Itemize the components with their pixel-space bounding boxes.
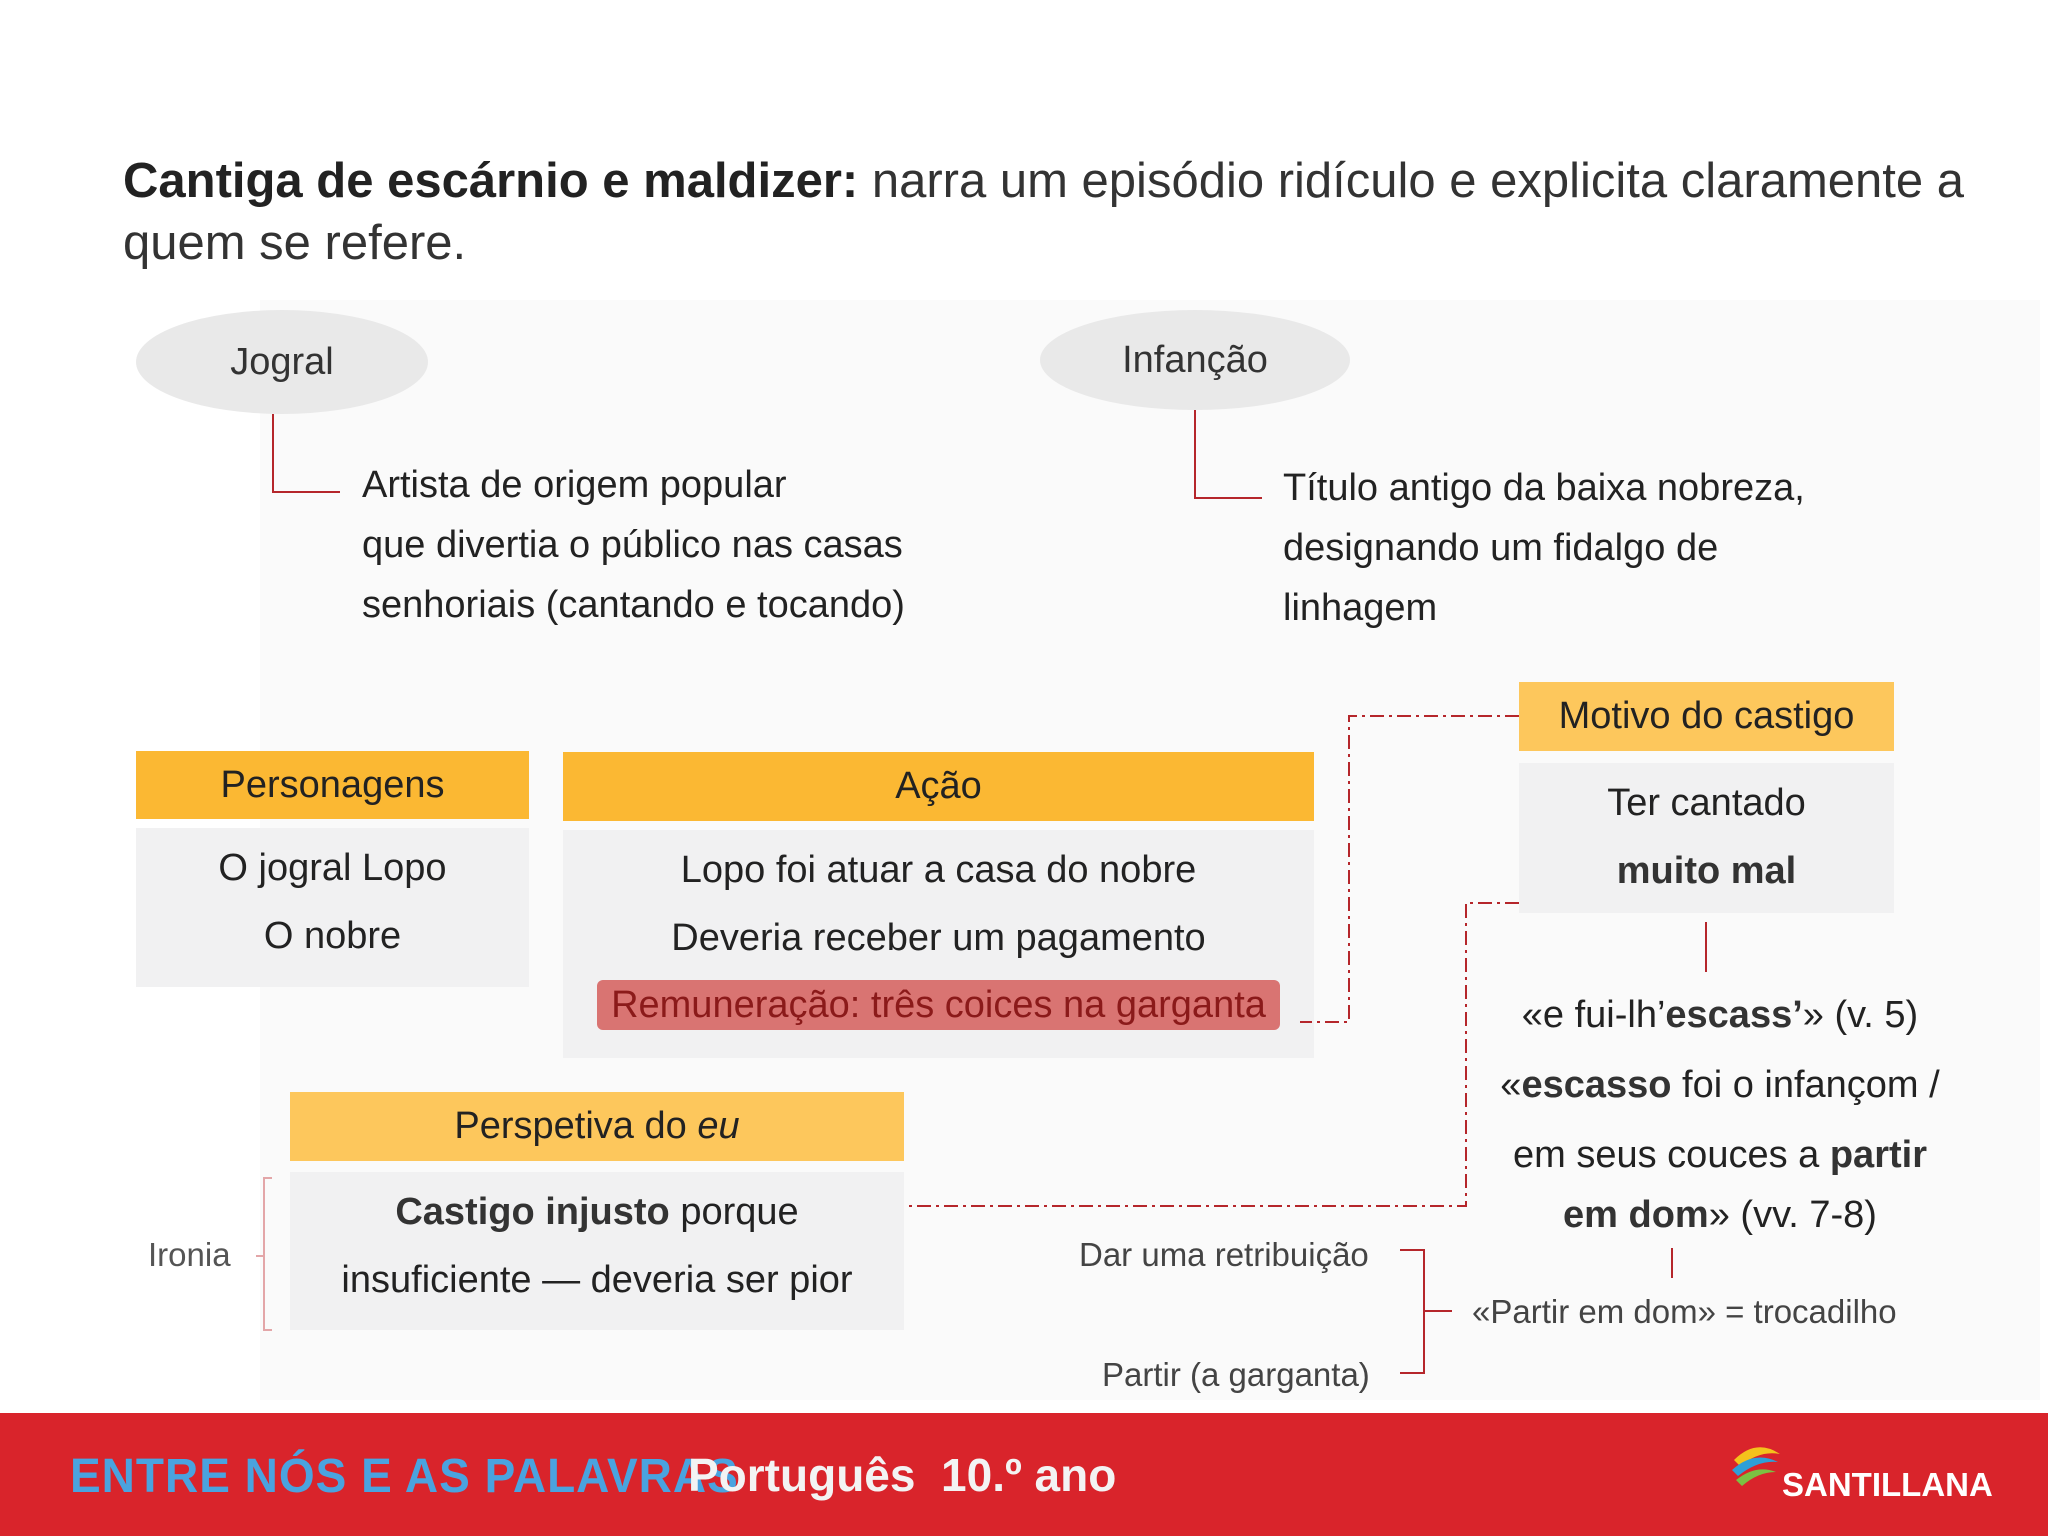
remuneracao-to-motivo-connector (1300, 716, 1519, 1022)
ironia-bracket (264, 1178, 272, 1330)
perspetiva-header-label: Perspetiva do (454, 1105, 698, 1147)
pun-sense-garganta: Partir (a garganta) (1102, 1356, 1370, 1393)
perspetiva-line2: insuficiente — deveria ser pior (341, 1259, 853, 1301)
infancao-description: Título antigo da baixa nobreza, designando um fidalgo de linhagem (1283, 467, 1805, 629)
trocadilho-label: «Partir em dom» = trocadilho (1472, 1293, 1897, 1330)
jogral-label: Jogral (230, 340, 334, 383)
motivo-header-label: Motivo do castigo (1558, 695, 1855, 737)
acao-item: Deveria receber um pagamento (671, 917, 1206, 959)
personagens-item: O nobre (263, 915, 402, 957)
perspetiva-header-eu: eu (697, 1105, 740, 1147)
quote-line: em dom» (vv. 7-8) (1563, 1194, 1877, 1236)
jogral-description: Artista de origem popular que divertia o público nas casas senhoriais (cantando e tocando) (362, 464, 905, 626)
motivo-line1: Ter cantado (1607, 782, 1806, 824)
perspetiva-to-motivo-connector (904, 903, 1519, 1206)
quote-line: «escasso foi o infançom / (1500, 1064, 1940, 1106)
quote-line: «e fui-lh’escass’» (v. 5) (1521, 994, 1919, 1036)
santillana-logo-icon (1730, 1440, 1782, 1492)
personagens-header-label: Personagens (220, 763, 445, 806)
perspetiva-line1-rest: porque (669, 1191, 799, 1233)
quote-line: em seus couces a partir (1513, 1134, 1927, 1176)
ironia-label: Ironia (148, 1236, 231, 1273)
jogral-connector (273, 414, 340, 492)
personagens-item: O jogral Lopo (218, 847, 447, 889)
pun-bracket (1400, 1250, 1424, 1373)
footer-brand: ENTRE NÓS E AS PALAVRAS (70, 1447, 739, 1503)
perspetiva-bold: Castigo injusto (395, 1191, 670, 1233)
infancao-connector (1195, 410, 1262, 498)
motivo-line2: muito mal (1616, 850, 1797, 892)
footer-subject: Português 10.º ano (688, 1449, 1117, 1501)
title-term: Cantiga de escárnio e maldizer: (123, 154, 859, 208)
footer-publisher: SANTILLANA (1782, 1466, 1993, 1503)
title-definition: narra um episódio ridículo e explicita claramente a quem se refere. (123, 154, 1965, 270)
remuneracao-highlight: Remuneração: três coices na garganta (597, 980, 1280, 1030)
pun-sense-retribuicao: Dar uma retribuição (1079, 1236, 1369, 1273)
infancao-label: Infanção (1122, 338, 1268, 381)
acao-header-label: Ação (895, 765, 982, 807)
acao-item: Lopo foi atuar a casa do nobre (680, 849, 1197, 891)
